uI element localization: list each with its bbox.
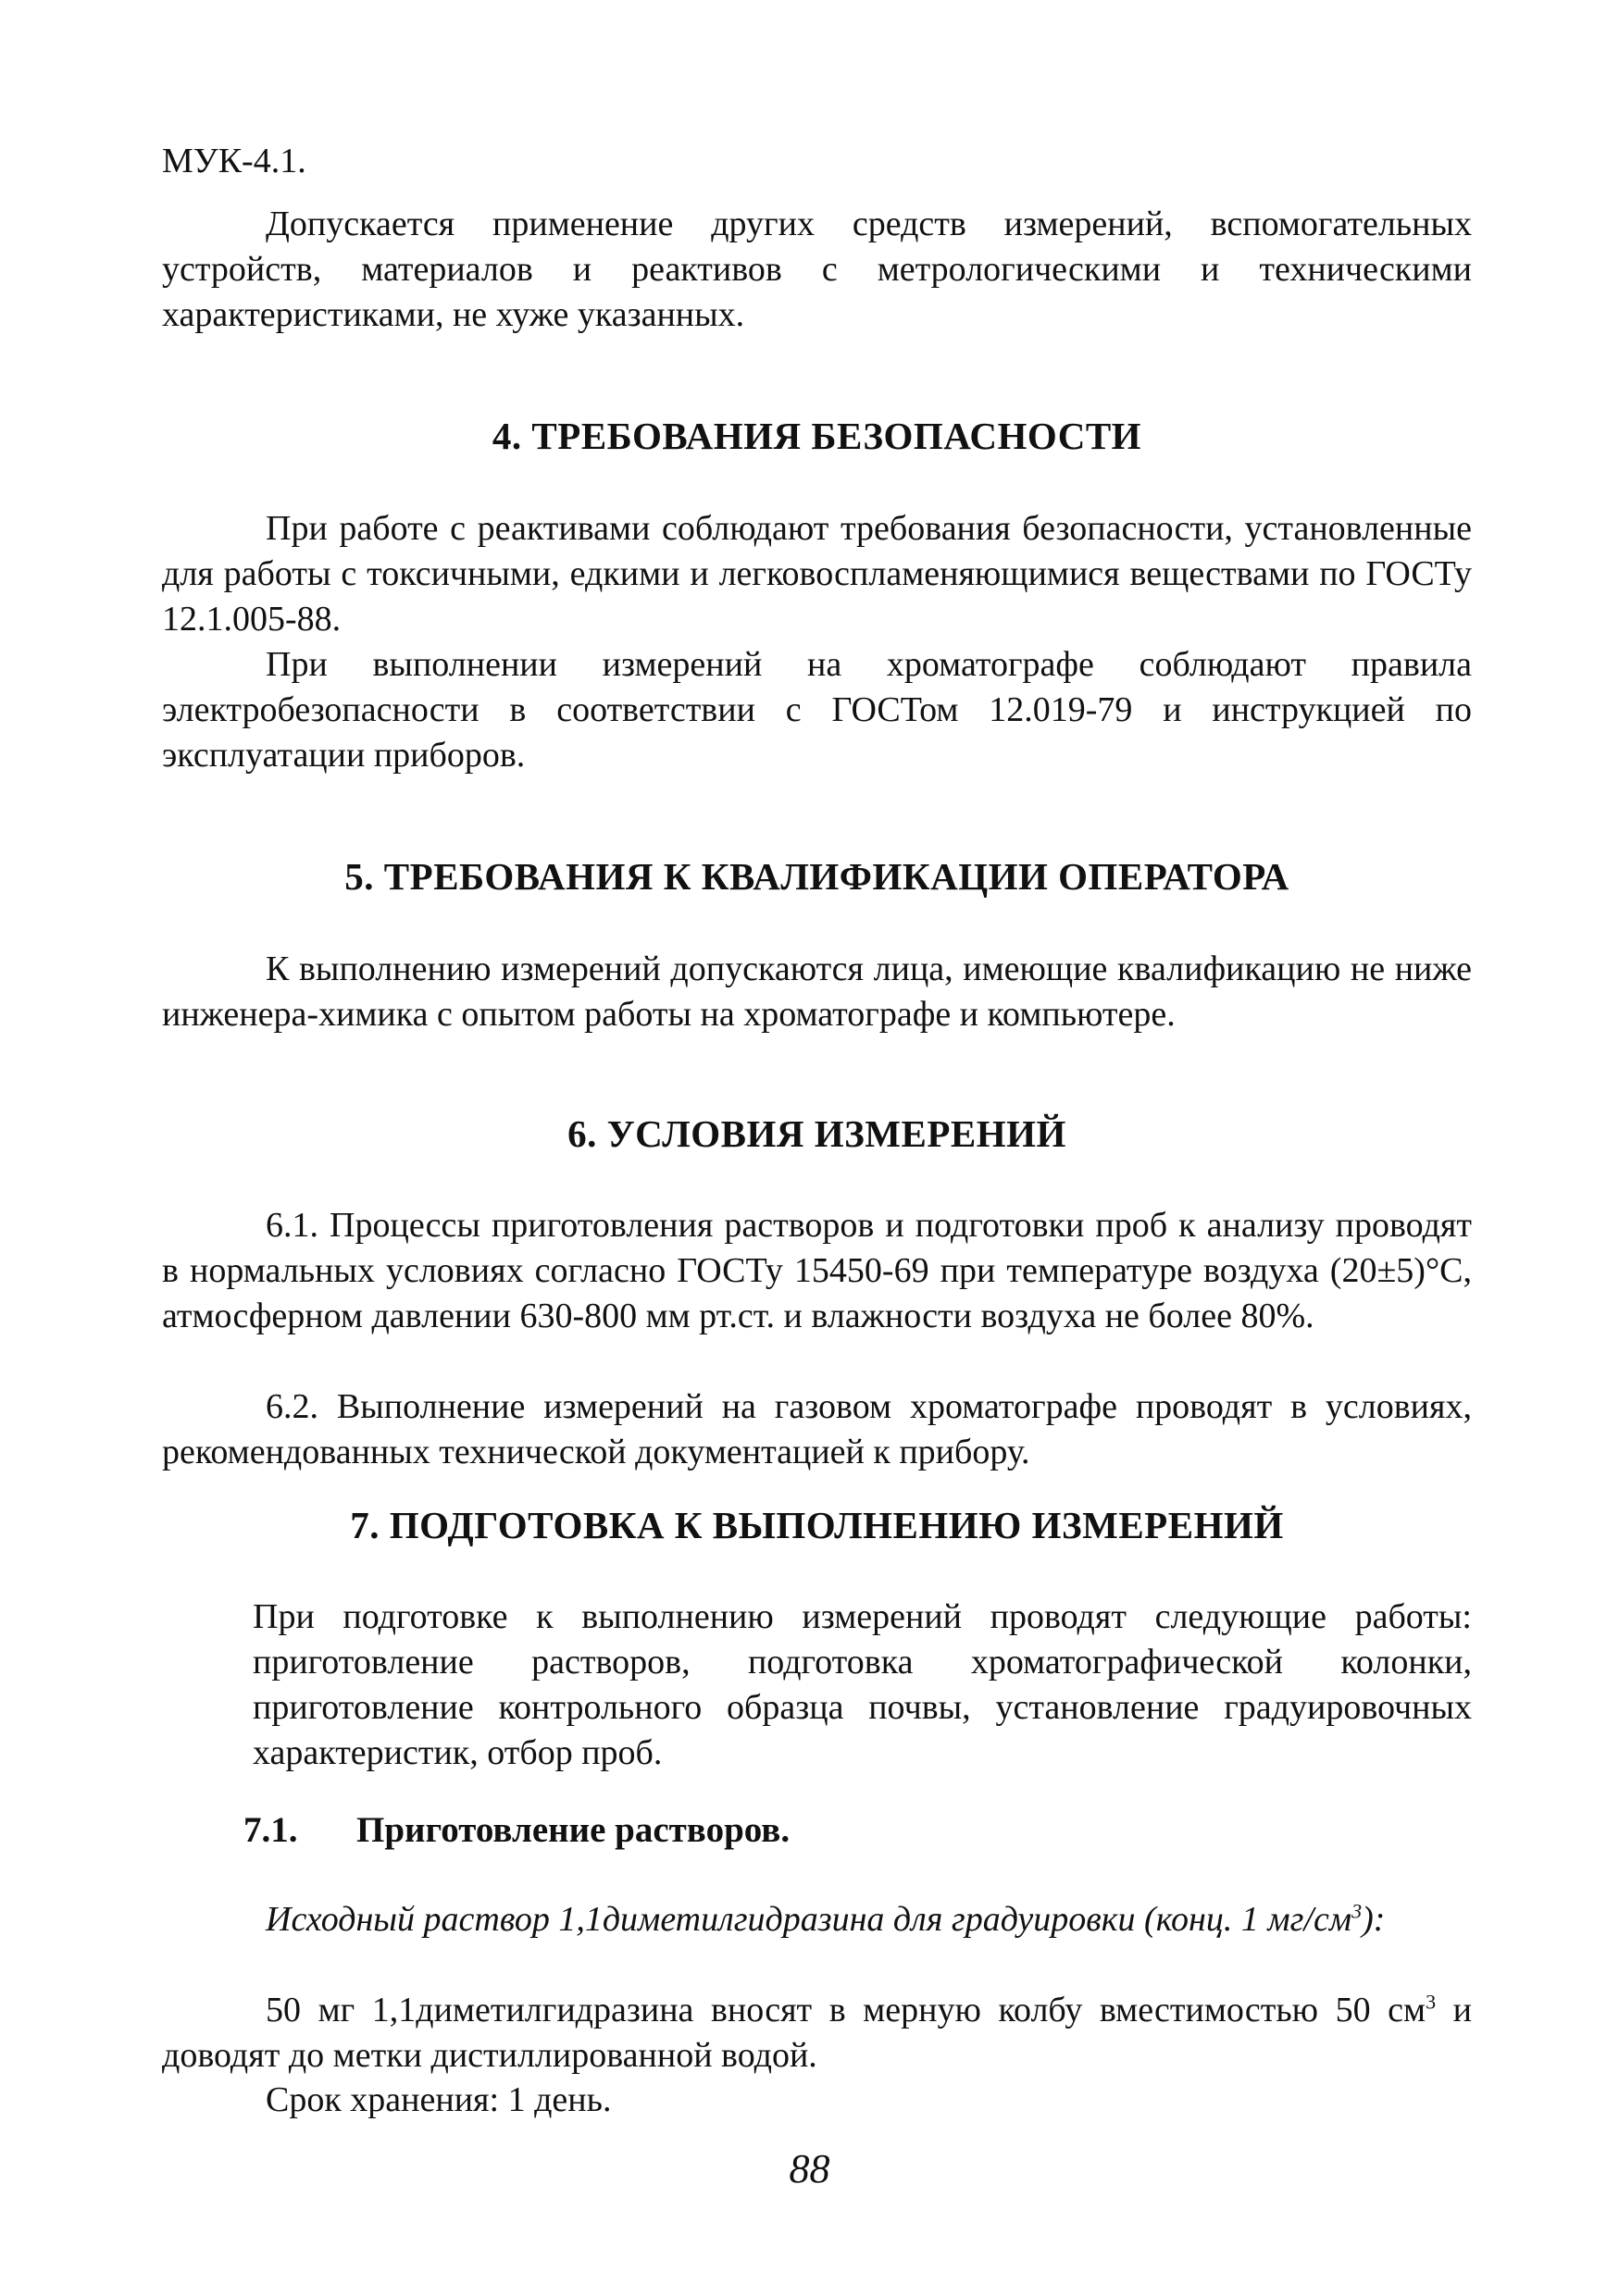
preparation-superscript: 3 <box>1426 1990 1437 2014</box>
section-4-paragraph-1: При работе с реактивами соблюдают требования безопасности, установленные для работы с токсичными, едкими и легковоспламеняющимися веществами по ГОСТу 12.1.005-88. <box>162 509 1472 639</box>
document-reference: МУК-4.1. <box>162 142 306 180</box>
section-4-paragraph-2: При выполнении измерений на хроматографе соблюдают правила электробезопасности в соответствии с ГОСТом 12.019-79 и инструкцией по эксплуатации приборов. <box>162 645 1472 775</box>
section-5-paragraph-1: К выполнению измерений допускаются лица, имеющие квалификацию не ниже инженера-химика с опытом работы на хроматографе и компьютере. <box>162 949 1472 1034</box>
stock-solution-title-superscript: 3 <box>1351 1899 1363 1923</box>
stock-solution-title <box>162 1897 1472 1942</box>
section-5-heading: 5. ТРЕБОВАНИЯ К КВАЛИФИКАЦИИ ОПЕРАТОРА <box>344 855 1289 898</box>
preparation-text: 50 мг 1,1диметилгидразина вносят в мерную колбу вместимостью 50 см <box>266 1991 1426 2029</box>
subsection-number: 7.1. <box>243 1810 298 1850</box>
section-6-paragraph-2: 6.2. Выполнение измерений на газовом хроматографе проводят в условиях, рекомендованных технической документацией к прибору. <box>162 1387 1472 1471</box>
section-6-paragraph-1: 6.1. Процессы приготовления растворов и подготовки проб к анализу проводят в нормальных условиях согласно ГОСТу 15450-69 при температуре воздуха (20±5)°С, атмосферном давлении 630-800 мм рт.ст. и влажности воздуха не более 80%. <box>162 1206 1472 1335</box>
section-6-heading: 6. УСЛОВИЯ ИЗМЕРЕНИЙ <box>567 1112 1066 1155</box>
preparation-text-end: и доводят до метки дистиллированной водой. <box>162 1991 1472 2075</box>
stock-solution-title-text: Исходный раствор 1,1диметилгидразина для градуировки (конц. 1 мг/см <box>266 1900 1352 1939</box>
page-number: 88 <box>789 2146 830 2191</box>
subsection-7-1-heading <box>243 1807 1472 1853</box>
section-4-heading: 4. ТРЕБОВАНИЯ БЕЗОПАСНОСТИ <box>492 415 1142 457</box>
storage-period: Срок хранения: 1 день. <box>266 2080 612 2119</box>
section-7-paragraph-1: При подготовке к выполнению измерений проводят следующие работы: приготовление растворов, подготовка хроматографической колонки, приготовление контрольного образца почвы, установление градуировочных характеристик, отбор проб. <box>253 1597 1472 1772</box>
stock-solution-title-end: ): <box>1362 1900 1386 1939</box>
intro-paragraph: Допускается применение других средств измерений, вспомогательных устройств, материалов и реактивов с метрологическими и техническими характеристиками, не хуже указанных. <box>162 205 1472 334</box>
stock-solution-preparation <box>162 1988 1472 2079</box>
subsection-title: Приготовление растворов. <box>356 1810 791 1850</box>
section-7-heading: 7. ПОДГОТОВКА К ВЫПОЛНЕНИЮ ИЗМЕРЕНИЙ <box>350 1504 1284 1546</box>
